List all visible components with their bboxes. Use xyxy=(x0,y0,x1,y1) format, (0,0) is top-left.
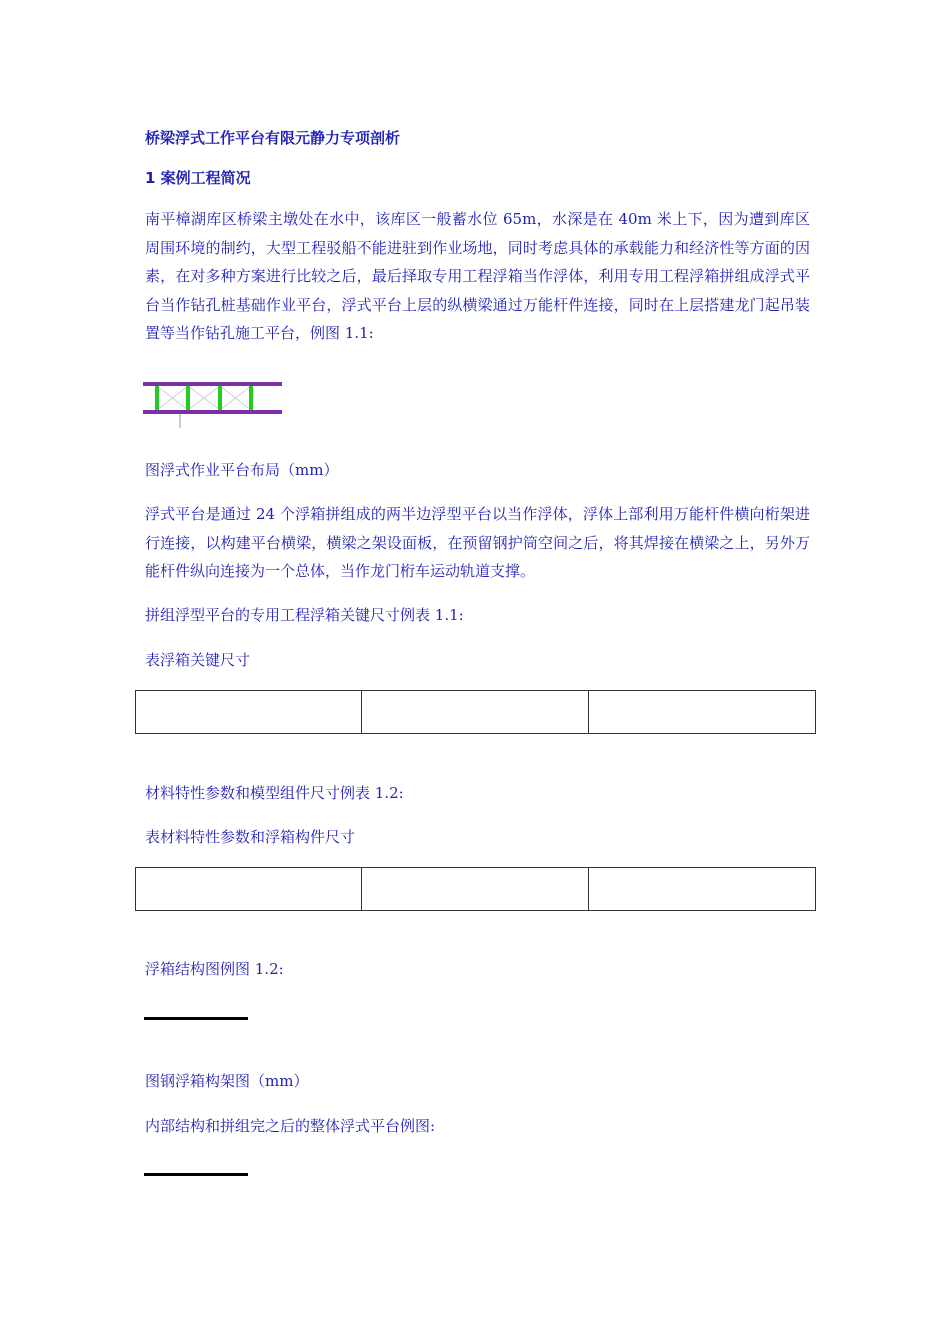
figure-placeholder-line xyxy=(144,1017,248,1020)
paragraph-platform-structure: 浮式平台是通过 24 个浮箱拼组成的两半边浮型平台以当作浮体，浮体上部利用万能杆件横向桁架进行连接，以构建平台横梁，横梁之架设面板，在预留钢护筒空间之后，将其焊接在横梁之上，另外万能杆件纵向连接为一个总体，当作龙门桁车运动轨道支撑。 xyxy=(145,505,810,580)
truss-post xyxy=(186,386,190,410)
truss-post xyxy=(155,386,159,410)
paragraph-project-overview: 南平樟湖库区桥梁主墩处在水中，该库区一般蓄水位 65m，水深是在 40m 米上下，因为遭到库区周围环境的制约，大型工程驳船不能进驻到作业场地，同时考虑具体的承载能力和经济性等方面的因素，在对多种方案进行比较之后，最后择取专用工程浮箱当作浮体，利用专用工程浮箱拼组成浮式平台当作钻孔桩基础作业平台，浮式平台上层的纵横梁通过万能杆件连接，同时在上层搭建龙门起吊装置等当作钻孔施工平台，例图 1.1: xyxy=(145,210,810,342)
table-row xyxy=(136,691,816,734)
paragraph-table-intro: 材料特性参数和模型组件尺寸例表 1.2: xyxy=(145,784,404,802)
truss-bottom-chord xyxy=(143,410,282,414)
truss-figure xyxy=(143,380,283,430)
table-cell xyxy=(136,691,362,734)
table-cell xyxy=(362,868,589,911)
table-cell xyxy=(362,691,589,734)
section-heading: 1 案例工程简况 xyxy=(145,169,251,187)
table-row xyxy=(136,868,816,911)
material-properties-table xyxy=(135,867,816,911)
figure-caption: 图钢浮箱构架图（mm） xyxy=(145,1072,309,1090)
pontoon-dimensions-table xyxy=(135,690,816,734)
paragraph-table-intro: 拼组浮型平台的专用工程浮箱关键尺寸例表 1.1: xyxy=(145,606,464,624)
paragraph-figure-intro: 内部结构和拼组完之后的整体浮式平台例图: xyxy=(145,1117,436,1135)
truss-top-chord xyxy=(143,382,282,386)
paragraph-figure-intro: 浮箱结构图例图 1.2: xyxy=(145,960,284,978)
table-cell xyxy=(136,868,362,911)
table-caption: 表材料特性参数和浮箱构件尺寸 xyxy=(145,828,356,846)
figure-caption: 图浮式作业平台布局（mm） xyxy=(145,461,339,479)
truss-post xyxy=(218,386,222,410)
truss-post xyxy=(249,386,253,410)
document-title: 桥梁浮式工作平台有限元静力专项剖析 xyxy=(145,129,401,147)
table-cell xyxy=(588,691,815,734)
figure-placeholder-line xyxy=(144,1173,248,1176)
table-cell xyxy=(588,868,815,911)
table-caption: 表浮箱关键尺寸 xyxy=(145,651,251,669)
